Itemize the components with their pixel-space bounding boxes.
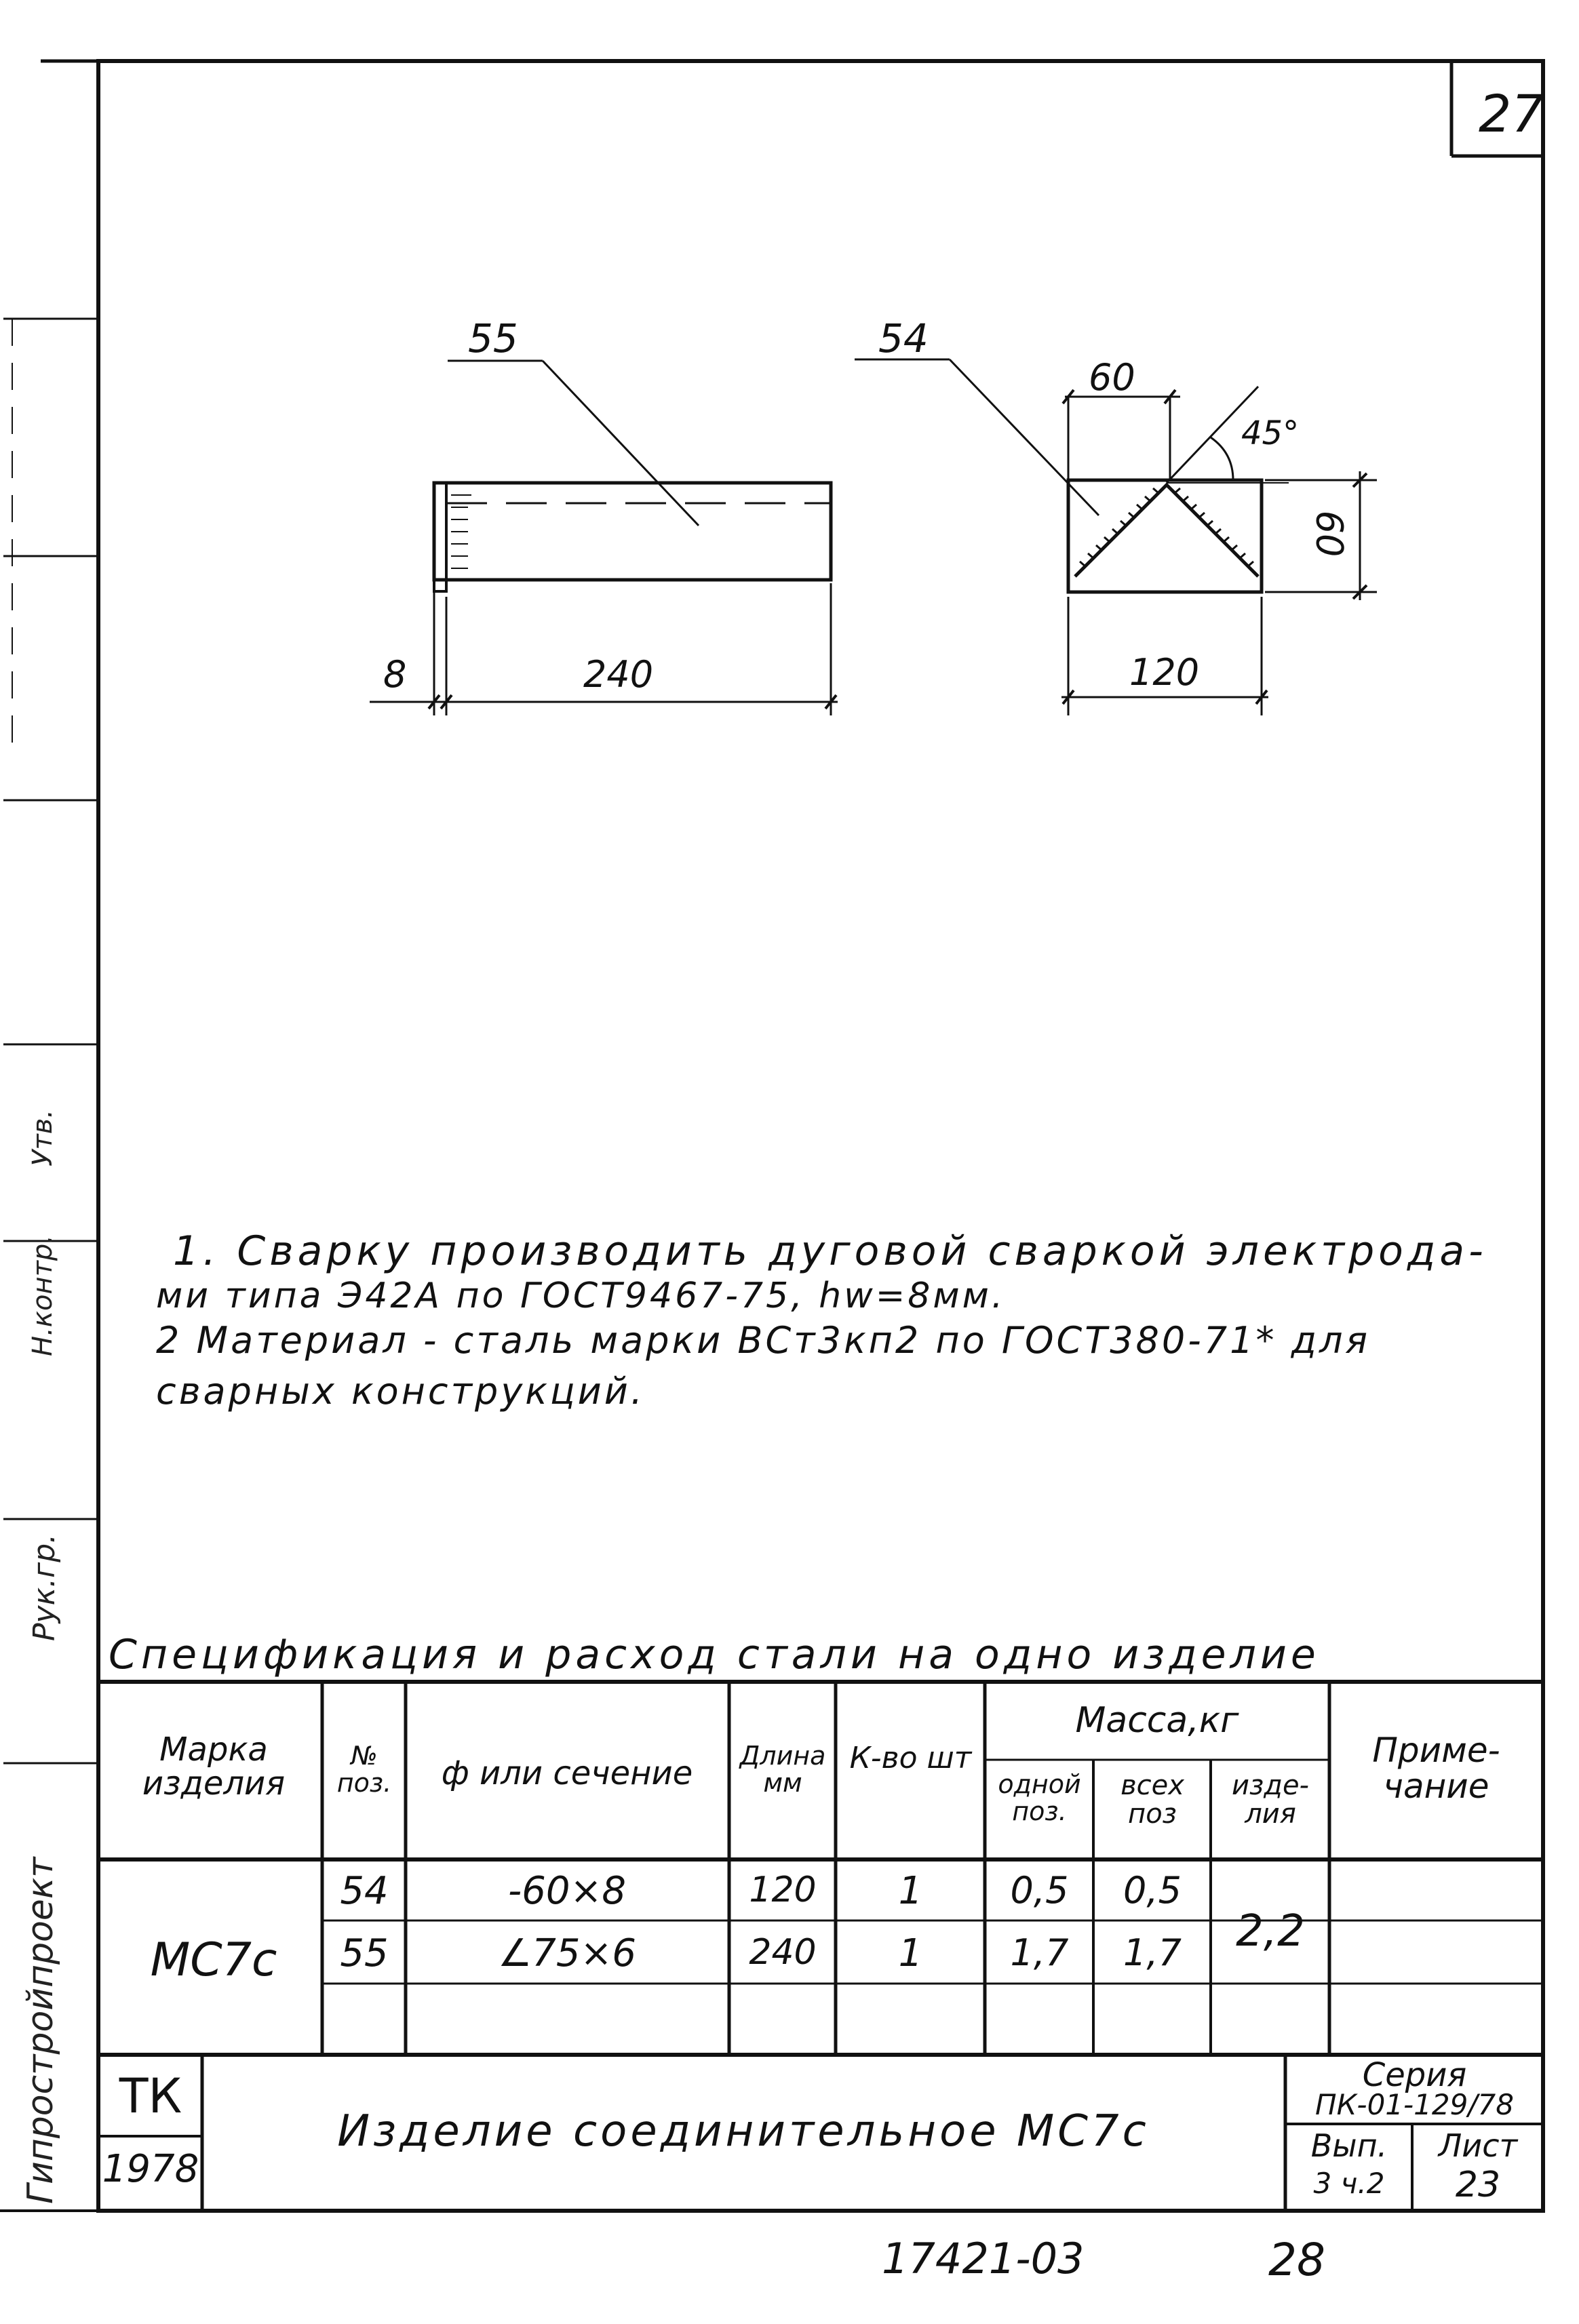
sheet-value: 23	[1455, 2165, 1501, 2205]
side-label-control: Н.контр.	[27, 1235, 58, 1356]
header-length: Длина мм	[739, 1741, 826, 1798]
dim-angle-45: 45°	[1241, 414, 1300, 452]
header-mass-one: одной поз.	[998, 1769, 1081, 1826]
header-mass: Масса,кг	[1075, 1700, 1239, 1741]
header-mark: Марка изделия	[142, 1731, 286, 1803]
header-pos: № поз.	[336, 1741, 392, 1798]
header-mass-item: изде- лия	[1232, 1770, 1309, 1830]
dim-height-60: 60	[1308, 510, 1351, 557]
cell-qty-54: 1	[898, 1869, 923, 1913]
dim-thickness-8: 8	[383, 653, 407, 696]
cell-mark: МС7с	[150, 1933, 277, 1987]
header-note: Приме- чание	[1372, 1731, 1500, 1806]
cell-qty-55: 1	[898, 1931, 923, 1975]
org-code: ТК	[119, 2068, 182, 2124]
issue-value: 3 ч.2	[1313, 2167, 1385, 2200]
side-label-approved: Утв.	[27, 1109, 58, 1166]
side-label-org: Гипростройпроект	[20, 1857, 61, 2204]
cell-pos-54: 54	[340, 1869, 389, 1913]
cell-section-54: -60×8	[507, 1869, 626, 1913]
cell-one-54: 0,5	[1010, 1869, 1069, 1912]
bottom-number: 17421-03	[882, 2234, 1085, 2283]
side-label-head: Рук.гр.	[27, 1533, 62, 1641]
page-number: 27	[1479, 83, 1544, 144]
callout-55: 55	[468, 315, 518, 361]
note-line-4: сварных конструкций.	[156, 1370, 646, 1413]
note-line-3: 2 Материал - сталь марки ВСт3кп2 по ГОСТ380-71* для	[156, 1319, 1370, 1362]
note-line-2: ми типа Э42А по ГОСТ9467-75, hw=8мм.	[156, 1276, 1006, 1316]
dim-width-120: 120	[1129, 651, 1200, 694]
cell-all-54: 0,5	[1123, 1869, 1182, 1912]
year: 1978	[102, 2147, 199, 2191]
dim-length-240: 240	[583, 653, 654, 696]
series-label: Серия	[1362, 2056, 1467, 2094]
cell-item-mass: 2,2	[1236, 1906, 1305, 1956]
cell-section-55: ∠75×6	[497, 1931, 636, 1975]
spec-title: Спецификация и расход стали на одно изделие	[109, 1631, 1320, 1678]
sheet-label: Лист	[1438, 2127, 1518, 2164]
header-qty: К-во шт	[849, 1741, 972, 1775]
cell-one-55: 1,7	[1010, 1931, 1069, 1974]
part-54-view	[855, 356, 1377, 715]
cell-pos-55: 55	[340, 1931, 389, 1975]
cell-length-55: 240	[749, 1932, 817, 1973]
header-mass-all: всех поз	[1120, 1770, 1184, 1830]
note-line-1: 1. Сварку производить дуговой сваркой электрода-	[173, 1227, 1487, 1275]
cell-length-54: 120	[749, 1870, 817, 1910]
item-name: Изделие соединительное МС7с	[337, 2106, 1150, 2156]
header-section: ф или сечение	[441, 1754, 693, 1792]
callout-54: 54	[878, 315, 929, 361]
issue-label: Вып.	[1310, 2127, 1388, 2164]
series-value: ПК-01-129/78	[1315, 2088, 1514, 2121]
dim-top-60: 60	[1089, 356, 1135, 399]
bottom-page: 28	[1268, 2234, 1325, 2286]
cell-all-55: 1,7	[1123, 1931, 1182, 1974]
